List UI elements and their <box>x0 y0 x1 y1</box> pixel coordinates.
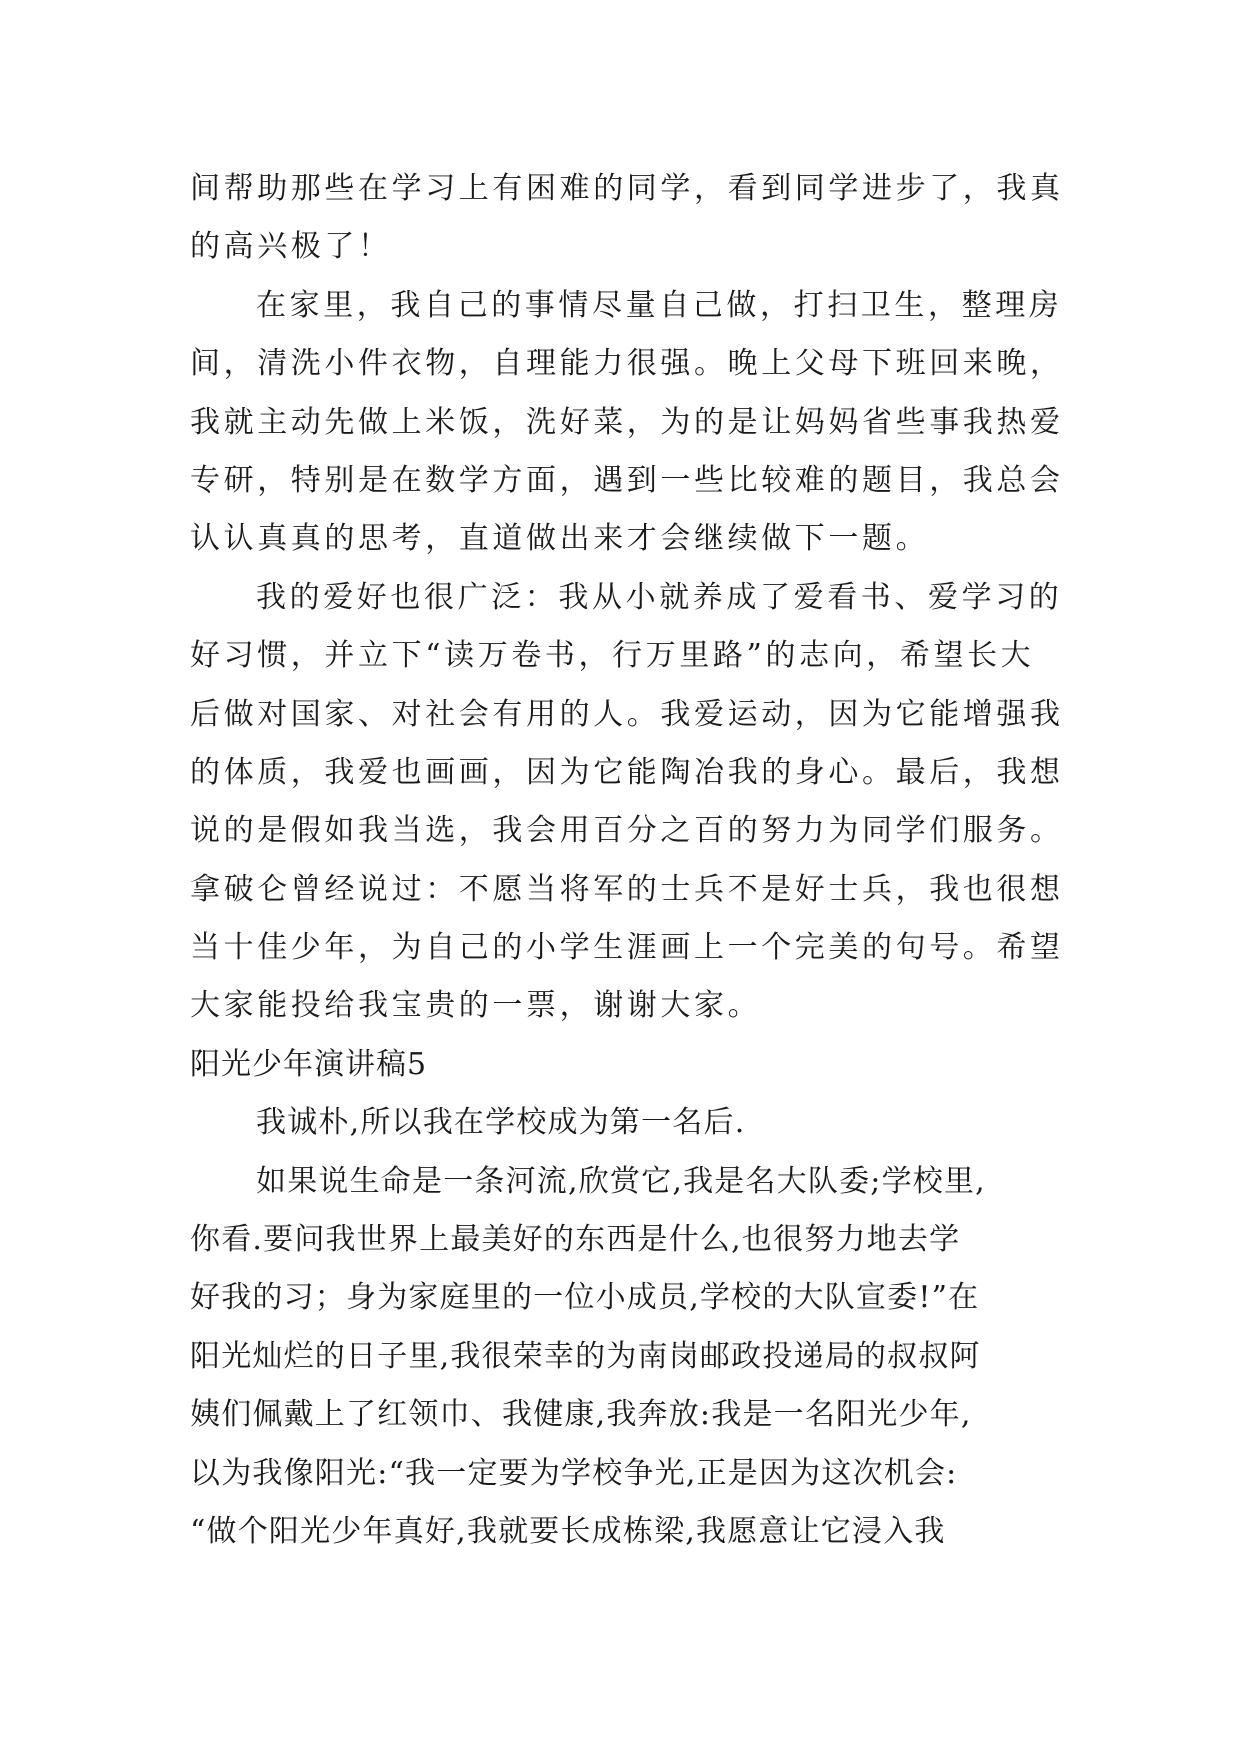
text-line: 认认真真的思考，直道做出来才会继续做下一题。 <box>190 521 930 557</box>
paragraph-start-line: 在家里，我自己的事情尽量自己做，打扫卫生，整理房 <box>256 287 1063 323</box>
text-line: 当十佳少年，为自己的小学生涯画上一个完美的句号。希望 <box>190 930 1064 966</box>
text-line: 以为我像阳光:“我一定要为学校争光,正是因为这次机会: <box>190 1455 958 1491</box>
paragraph-start-line: 我诚朴,所以我在学校成为第一名后. <box>256 1105 746 1141</box>
text-line: 间，清洗小件衣物，自理能力很强。晚上父母下班回来晚， <box>190 346 1064 382</box>
text-line: 大家能投给我宝贵的一票，谢谢大家。 <box>190 988 762 1024</box>
text-line: 专研，特别是在数学方面，遇到一些比较难的题目，我总会 <box>190 462 1064 498</box>
document-body <box>190 160 1064 1561</box>
text-line: 好习惯，并立下“读万卷书，行万里路”的志向，希望长大 <box>190 638 1035 674</box>
text-line: 说的是假如我当选，我会用百分之百的努力为同学们服务。 <box>190 813 1064 849</box>
text-line: 好我的习；身为家庭里的一位小成员,学校的大队宣委!”在 <box>190 1280 980 1316</box>
text-line: 后做对国家、对社会有用的人。我爱运动，因为它能增强我 <box>190 696 1064 732</box>
text-line: 阳光灿烂的日子里,我很荣幸的为南岗邮政投递局的叔叔阿 <box>190 1338 981 1374</box>
text-line: 姨们佩戴上了红领巾、我健康,我奔放:我是一名阳光少年, <box>190 1397 972 1433</box>
paragraph-start-line: 我的爱好也很广泛：我从小就养成了爱看书、爱学习的 <box>256 579 1063 615</box>
text-line: 的体质，我爱也画画，因为它能陶冶我的身心。最后，我想 <box>190 754 1064 790</box>
text-line: 拿破仑曾经说过：不愿当将军的士兵不是好士兵，我也很想 <box>190 871 1064 907</box>
paragraph-start-line: 如果说生命是一条河流,欣赏它,我是名大队委;学校里, <box>256 1163 986 1199</box>
section-heading: 阳光少年演讲稿5 <box>190 1046 428 1082</box>
text-line: 我就主动先做上米饭，洗好菜，为的是让妈妈省些事我热爱 <box>190 404 1064 440</box>
text-line: “做个阳光少年真好,我就要长成栋梁,我愿意让它浸入我 <box>190 1513 946 1549</box>
text-line: 的高兴极了！ <box>190 229 392 265</box>
text-line: 间帮助那些在学习上有困难的同学，看到同学进步了，我真 <box>190 171 1064 206</box>
text-line: 你看.要问我世界上最美好的东西是什么,也很努力地去学 <box>190 1222 961 1258</box>
